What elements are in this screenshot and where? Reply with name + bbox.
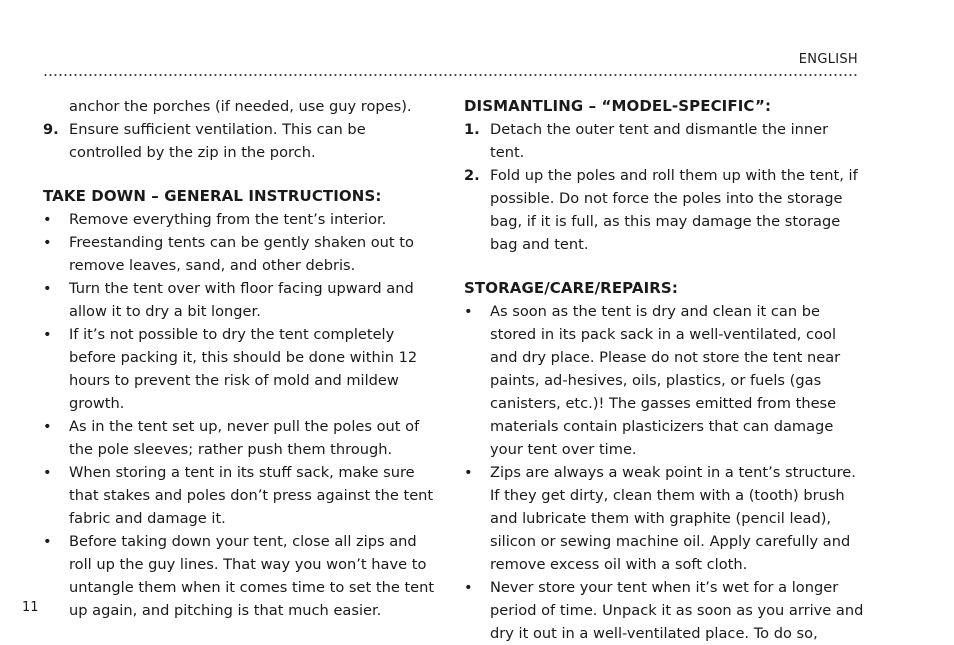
continuation-text: anchor the porches (if needed, use guy ropes). — [69, 98, 412, 115]
bullet-icon: • — [43, 326, 52, 343]
list-item — [43, 277, 438, 323]
page-number: 11 — [22, 600, 39, 615]
list-item-text: Never store your tent when it’s wet for a longer period of time. Unpack it as soon as you arrive and dry it out in a well-ventilated place. To do so, — [490, 579, 864, 642]
section-title-storage: STORAGE/CARE/REPAIRS: — [464, 279, 678, 297]
bullet-icon: • — [43, 418, 52, 435]
bullet-icon: • — [464, 303, 473, 320]
list-item — [43, 208, 438, 231]
list-item — [43, 415, 438, 461]
list-item-text: As soon as the tent is dry and clean it can be stored in its pack sack in a well-ventilated, cool and dry place. Please do not store the tent near paints, ad-hesives, oils, plastics, or fuels (gas canisters, etc.)! The gasses emitted from these materials contain plasticizers that can damage your tent over time. — [490, 303, 841, 458]
list-item-text: Zips are always a weak point in a tent’s structure. If they get dirty, clean them with a (tooth) brush and lubricate them with graphite (pencil lead), silicon or sewing machine oil. Apply carefully and remove excess oil with a soft cloth. — [490, 464, 856, 573]
numbered-item-9 — [43, 118, 438, 164]
list-item-text: When storing a tent in its stuff sack, make sure that stakes and poles don’t press against the tent fabric and damage it. — [69, 464, 434, 527]
bullet-icon: • — [43, 234, 52, 251]
list-item — [464, 300, 864, 461]
list-item-text: If it’s not possible to dry the tent completely before packing it, this should be done within 12 hours to prevent the risk of mold and mildew growth. — [69, 326, 418, 412]
list-item-text: Remove everything from the tent’s interior. — [69, 211, 387, 228]
step-text: Detach the outer tent and dismantle the inner tent. — [490, 121, 829, 161]
list-item-text: Freestanding tents can be gently shaken out to remove leaves, sand, and other debris. — [69, 234, 414, 274]
list-item-text: Before taking down your tent, close all zips and roll up the guy lines. That way you won’t have to untangle them when it comes time to set the tent up again, and pitching is that much easier. — [69, 533, 435, 619]
bullet-icon: • — [43, 211, 52, 228]
bullet-icon: • — [464, 464, 473, 481]
list-item-text: Turn the tent over with floor facing upward and allow it to dry a bit longer. — [69, 280, 414, 320]
list-item — [43, 461, 438, 530]
item-number: 9. — [43, 121, 59, 138]
bullet-icon: • — [43, 280, 52, 297]
numbered-step-1 — [464, 118, 864, 164]
list-item-text: As in the tent set up, never pull the poles out of the pole sleeves; rather push them through. — [69, 418, 420, 458]
section-title-take-down: TAKE DOWN – GENERAL INSTRUCTIONS: — [43, 187, 382, 205]
language-label: ENGLISH — [798, 52, 858, 67]
bullet-icon: • — [43, 464, 52, 481]
numbered-step-2 — [464, 164, 864, 256]
section-title-dismantling: DISMANTLING – “MODEL-SPECIFIC”: — [464, 97, 772, 115]
list-item — [464, 461, 864, 576]
dotted-divider — [43, 74, 859, 76]
left-column — [43, 95, 438, 622]
bullet-icon: • — [464, 579, 473, 596]
bullet-icon: • — [43, 533, 52, 550]
list-item — [43, 231, 438, 277]
step-number: 2. — [464, 167, 480, 184]
step-text: Fold up the poles and roll them up with the tent, if possible. Do not force the poles into the storage bag, if it is full, as this may damage the storage bag and tent. — [490, 167, 858, 253]
list-item — [464, 576, 864, 645]
item-text: Ensure sufficient ventilation. This can be controlled by the zip in the porch. — [69, 121, 366, 161]
step-number: 1. — [464, 121, 480, 138]
right-column — [464, 95, 864, 645]
list-item — [43, 323, 438, 415]
list-item — [43, 530, 438, 622]
